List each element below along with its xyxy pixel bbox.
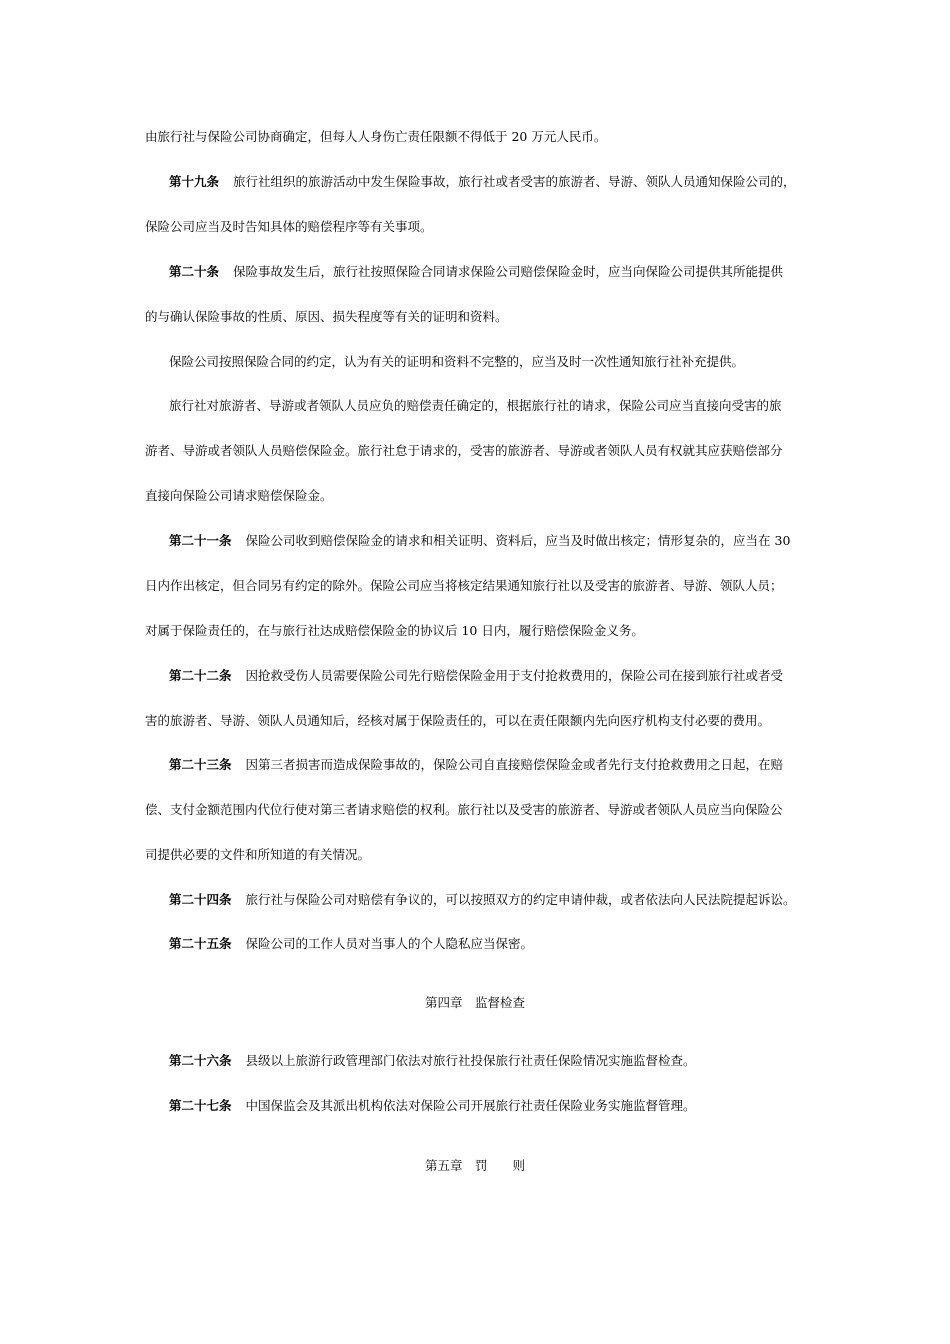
article-line: 第二十条 保险事故发生后，旅行社按照保险合同请求保险公司赔偿保险金时，应当向保险公司提供其所能提供 xyxy=(169,264,784,279)
article-line: 第二十三条 因第三者损害而造成保险事故的，保险公司自直接赔偿保险金或者先行支付抢救费用之日起，在赔 xyxy=(169,757,784,772)
article-line: 第二十二条 因抢救受伤人员需要保险公司先行赔偿保险金用于支付抢救费用的，保险公司在接到旅行社或者受 xyxy=(169,668,784,683)
paragraph-line: 对属于保险责任的，在与旅行社达成赔偿保险金的协议后 10 日内，履行赔偿保险金义务。 xyxy=(145,623,644,638)
paragraph-line: 害的旅游者、导游、领队人员通知后，经核对属于保险责任的，可以在责任限额内先向医疗机构支付必要的费用。 xyxy=(145,713,771,728)
article-number: 第二十五条 xyxy=(169,936,232,951)
article-number: 第二十二条 xyxy=(169,668,232,683)
article-number: 第十九条 xyxy=(169,174,220,189)
article-number: 第二十四条 xyxy=(169,892,232,907)
paragraph-line: 保险公司按照保险合同的约定，认为有关的证明和资料不完整的，应当及时一次性通知旅行社补充提供。 xyxy=(169,354,745,369)
article-line: 第二十四条 旅行社与保险公司对赔偿有争议的，可以按照双方的约定申请仲裁，或者依法向人民法院提起诉讼。 xyxy=(169,892,796,907)
paragraph-line: 的与确认保险事故的性质、原因、损失程度等有关的证明和资料。 xyxy=(145,309,508,324)
article-line: 第二十六条 县级以上旅游行政管理部门依法对旅行社投保旅行社责任保险情况实施监督检查。 xyxy=(169,1053,696,1068)
article-number: 第二十三条 xyxy=(169,757,232,772)
article-number: 第二十条 xyxy=(169,264,220,279)
paragraph-line: 保险公司应当及时告知具体的赔偿程序等有关事项。 xyxy=(145,219,433,234)
article-number: 第二十七条 xyxy=(169,1098,232,1113)
article-number: 第二十六条 xyxy=(169,1053,232,1068)
chapter-heading: 第五章 罚 则 xyxy=(424,1158,525,1173)
paragraph-line: 游者、导游或者领队人员赔偿保险金。旅行社怠于请求的，受害的旅游者、导游或者领队人员有权就其应获赔偿部分 xyxy=(145,443,783,458)
paragraph-line: 由旅行社与保险公司协商确定，但每人人身伤亡责任限额不得低于 20 万元人民币。 xyxy=(145,129,607,144)
chapter-heading: 第四章 监督检查 xyxy=(424,995,525,1010)
article-line: 第十九条 旅行社组织的旅游活动中发生保险事故，旅行社或者受害的旅游者、导游、领队人员通知保险公司的， xyxy=(169,174,796,189)
paragraph-line: 旅行社对旅游者、导游或者领队人员应负的赔偿责任确定的，根据旅行社的请求，保险公司应当直接向受害的旅 xyxy=(169,398,782,413)
paragraph-line: 偿、支付金额范围内代位行使对第三者请求赔偿的权利。旅行社以及受害的旅游者、导游或者领队人员应当向保险公 xyxy=(145,802,783,817)
article-line: 第二十一条 保险公司收到赔偿保险金的请求和相关证明、资料后，应当及时做出核定；情形复杂的，应当在 30 xyxy=(169,533,791,548)
article-number: 第二十一条 xyxy=(169,533,232,548)
paragraph-line: 直接向保险公司请求赔偿保险金。 xyxy=(145,488,333,503)
paragraph-line: 司提供必要的文件和所知道的有关情况。 xyxy=(145,847,371,862)
paragraph-line: 日内作出核定，但合同另有约定的除外。保险公司应当将核定结果通知旅行社以及受害的旅游者、导游、领队人员； xyxy=(145,578,783,593)
article-line: 第二十五条 保险公司的工作人员对当事人的个人隐私应当保密。 xyxy=(169,936,534,951)
article-line: 第二十七条 中国保监会及其派出机构依法对保险公司开展旅行社责任保险业务实施监督管理。 xyxy=(169,1098,696,1113)
